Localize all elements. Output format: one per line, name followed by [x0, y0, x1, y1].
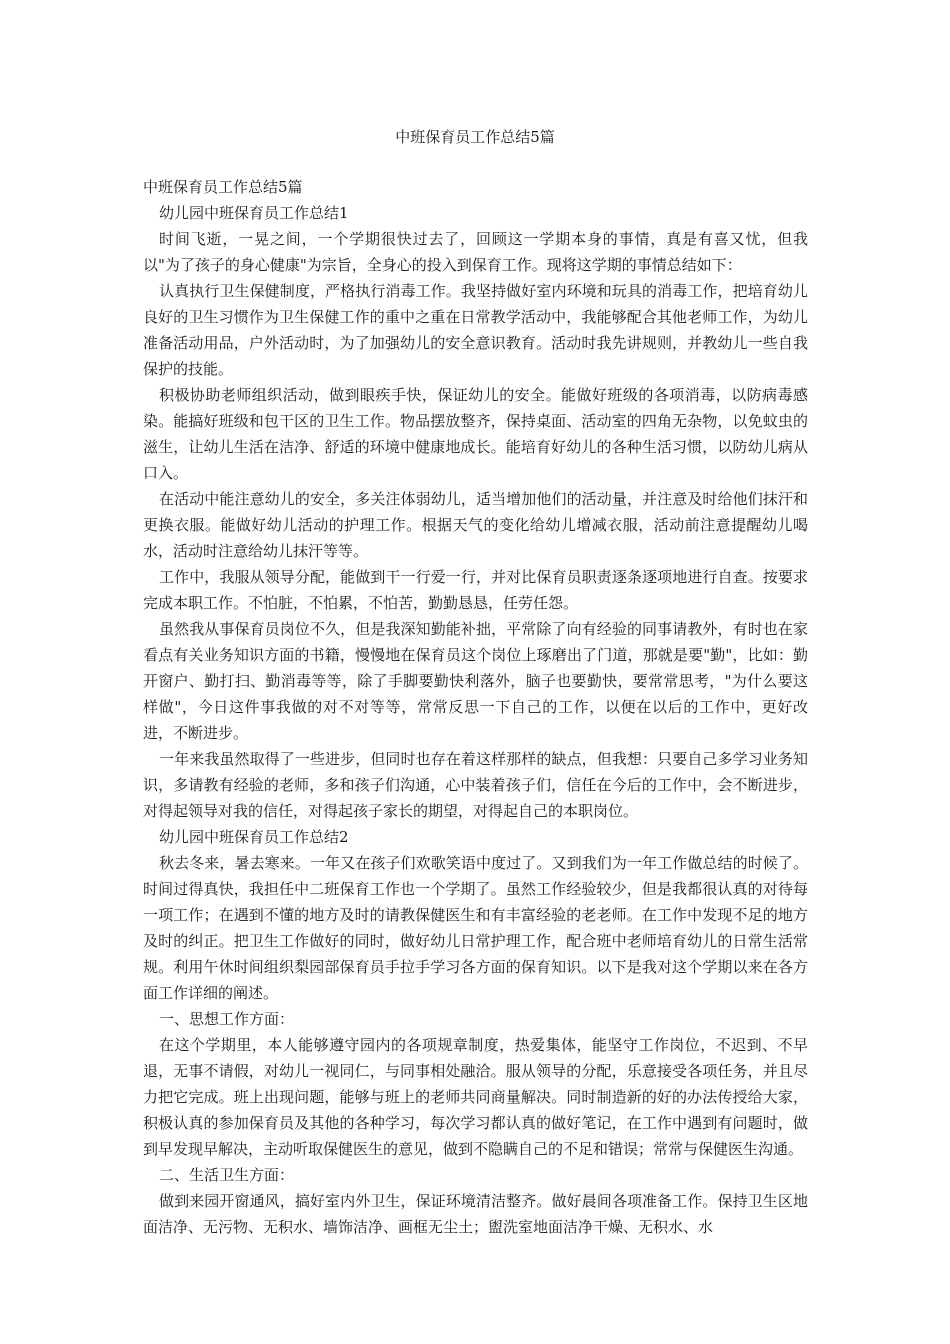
- paragraph: 在活动中能注意幼儿的安全，多关注体弱幼儿，适当增加他们的活动量，并注意及时给他们抹汗和更换衣服。能做好幼儿活动的护理工作。根据天气的变化给幼儿增减衣服，活动前注意提醒幼儿喝水，活动时注意给幼儿抹汗等等。: [143, 490, 808, 560]
- subheading-hygiene: 二、生活卫生方面：: [159, 1166, 295, 1184]
- document-body: [143, 174, 808, 1240]
- paragraph: 秋去冬来，暑去寒来。一年又在孩子们欢歌笑语中度过了。又到我们为一年工作做总结的时候了。时间过得真快，我担任中二班保育工作也一个学期了。虽然工作经验较少，但是我都很认真的对待每一项工作；在遇到不懂的地方及时的请教保健医生和有丰富经验的老老师。在工作中发现不足的地方及时的纠正。把卫生工作做好的同时，做好幼儿日常护理工作，配合班中老师培育幼儿的日常生活常规。利用午休时间组织梨园部保育员手拉手学习各方面的保育知识。以下是我对这个学期以来在各方面工作详细的阐述。: [143, 854, 808, 1002]
- paragraph: 时间飞逝，一晃之间，一个学期很快过去了，回顾这一学期本身的事情，真是有喜又忧，但我以"为了孩子的身心健康"为宗旨，全身心的投入到保育工作。现将这学期的事情总结如下：: [143, 230, 808, 274]
- doc-heading: 中班保育员工作总结5篇: [143, 178, 303, 196]
- section-heading-2: 幼儿园中班保育员工作总结2: [159, 828, 349, 846]
- paragraph: 做到来园开窗通风，搞好室内外卫生，保证环境清洁整齐。做好晨间各项准备工作。保持卫生区地面洁净、无污物、无积水、墙饰洁净、画框无尘土；盥洗室地面洁净干燥、无积水、水: [143, 1192, 808, 1236]
- paragraph: 工作中，我服从领导分配，能做到干一行爱一行，并对比保育员职责逐条逐项地进行自查。按要求完成本职工作。不怕脏，不怕累，不怕苦，勤勤恳恳，任劳任怨。: [143, 568, 808, 612]
- paragraph: 一年来我虽然取得了一些进步，但同时也存在着这样那样的缺点，但我想：只要自己多学习业务知识，多请教有经验的老师，多和孩子们沟通，心中装着孩子们，信任在今后的工作中，会不断进步，对得起领导对我的信任，对得起孩子家长的期望，对得起自己的本职岗位。: [143, 750, 808, 820]
- section-heading-1: 幼儿园中班保育员工作总结1: [159, 204, 349, 222]
- page-title: 中班保育员工作总结5篇: [395, 128, 555, 146]
- subheading-thought: 一、思想工作方面：: [159, 1010, 295, 1028]
- paragraph: 认真执行卫生保健制度，严格执行消毒工作。我坚持做好室内环境和玩具的消毒工作，把培育幼儿良好的卫生习惯作为卫生保健工作的重中之重在日常教学活动中，我能够配合其他老师工作，为幼儿准备活动用品，户外活动时，为了加强幼儿的安全意识教育。活动时我先讲规则，并教幼儿一些自我保护的技能。: [143, 282, 808, 378]
- paragraph: 在这个学期里，本人能够遵守园内的各项规章制度，热爱集体，能坚守工作岗位，不迟到、不早退，无事不请假，对幼儿一视同仁，与同事相处融洽。服从领导的分配，乐意接受各项任务，并且尽力把它完成。班上出现问题，能够与班上的老师共同商量解决。同时制造新的好的办法传授给大家，积极认真的参加保育员及其他的各种学习，每次学习都认真的做好笔记，在工作中遇到有问题时，做到早发现早解决，主动听取保健医生的意见，做到不隐瞒自己的不足和错误；常常与保健医生沟通。: [143, 1036, 808, 1158]
- paragraph: 虽然我从事保育员岗位不久，但是我深知勤能补拙，平常除了向有经验的同事请教外，有时也在家看点有关业务知识方面的书籍，慢慢地在保育员这个岗位上琢磨出了门道，那就是要"勤"，比如：勤开窗户、勤打扫、勤消毒等等，除了手脚要勤快利落外，脑子也要勤快，要常常思考，"为什么要这样做"，今日这件事我做的对不对等等，常常反思一下自己的工作，以便在以后的工作中，更好改进，不断进步。: [143, 620, 808, 742]
- paragraph: 积极协助老师组织活动，做到眼疾手快，保证幼儿的安全。能做好班级的各项消毒，以防病毒感染。能搞好班级和包干区的卫生工作。物品摆放整齐，保持桌面、活动室的四角无杂物，以免蚊虫的滋生，让幼儿生活在洁净、舒适的环境中健康地成长。能培育好幼儿的各种生活习惯，以防幼儿病从口入。: [143, 386, 808, 482]
